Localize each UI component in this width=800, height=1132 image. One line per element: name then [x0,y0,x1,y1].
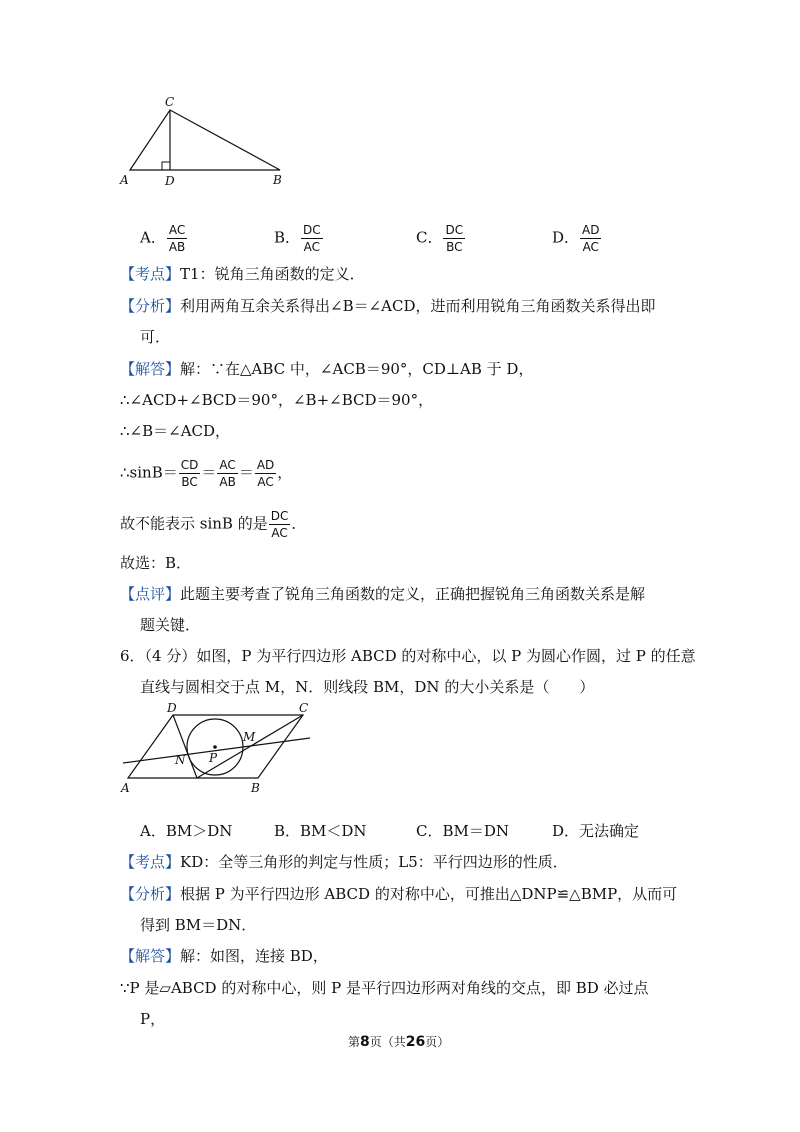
q6-fenxi: 【分析】根据 P 为平行四边形 ABCD 的对称中心，可推出△DNP≌△BMP，从而可 [120,885,678,903]
label-A: A [121,781,130,795]
kaodian-tag: 【考点】 [120,853,181,871]
label-N: N [175,753,186,767]
q5-kaodian: 【考点】T1：锐角三角函数的定义． [120,265,365,283]
q6-option-b: B．BM＜DN [274,822,367,840]
label-P: P [209,751,218,765]
label-D: D [165,174,175,188]
fenxi-tag: 【分析】 [120,885,181,903]
dianping-tag: 【点评】 [120,585,181,603]
label-D: D [167,701,177,715]
q6-fenxi-cont: 得到 BM＝DN． [140,916,257,934]
q6-stem-cont: 直线与圆相交于点 M，N．则线段 BM，DN 的大小关系是（ ） [140,678,595,696]
q5-option-b: B． $\frac{DC}{AC}$ [274,223,321,254]
jieda-tag: 【解答】 [120,947,181,965]
fenxi-tag: 【分析】 [120,297,181,315]
q6-option-d: D．无法确定 [552,822,640,840]
label-A: A [120,173,129,187]
q6-jieda: 【解答】解：如图，连接 BD， [120,947,328,965]
label-C: C [165,95,175,109]
q6-stem: 6．（4 分）如图，P 为平行四边形 ABCD 的对称中心，以 P 为圆心作圆，过 P 的任意 [120,647,696,665]
page-number: 8 [360,1034,370,1050]
q6-step-3: P， [140,1010,166,1028]
label-M: M [243,730,256,744]
label-B: B [273,173,282,187]
q5-option-d: D． $\frac{AD}{AC}$ [552,223,600,254]
q5-jieda: 【解答】解：∵在△ABC 中，∠ACB＝90°，CD⊥AB 于 D， [120,360,534,378]
label-B: B [251,781,260,795]
kaodian-tag: 【考点】 [120,265,181,283]
q5-dianping-cont: 题关键． [140,616,201,634]
q5-sin-equation: ∴sinB＝ $\frac{CD}{BC}$ ＝ $\frac{AC}{AB}$ ＝ $\frac{AD}{AC}$ ， [120,458,293,489]
q5-cannot-represent: 故不能表示 sinB 的是 $\frac{DC}{AC}$ ． [120,509,307,540]
triangle-figure [115,92,295,192]
q5-option-a: A． $\frac{AC}{AB}$ [140,223,186,254]
jieda-tag: 【解答】 [120,360,181,378]
q5-fenxi-cont: 可． [140,328,171,346]
page-footer: 第8页（共26页） [348,1034,450,1050]
q5-step-3: ∴∠B＝∠ACD， [120,422,231,440]
q5-option-c: C． $\frac{DC}{BC}$ [416,223,464,254]
q5-step-2: ∴∠ACD+∠BCD＝90°，∠B+∠BCD＝90°， [120,391,434,409]
page-total: 26 [405,1034,426,1050]
q5-fenxi: 【分析】利用两角互余关系得出∠B＝∠ACD，进而利用锐角三角函数关系得出即 [120,297,656,315]
q6-option-c: C．BM＝DN [416,822,510,840]
q6-step-2: ∵P 是▱ABCD 的对称中心，则 P 是平行四边形两对角线的交点，即 BD 必过点 [120,979,649,997]
q6-option-a: A．BM＞DN [140,822,233,840]
q5-choice: 故选：B． [120,554,192,572]
q5-dianping: 【点评】此题主要考查了锐角三角函数的定义，正确把握锐角三角函数关系是解 [120,585,646,603]
label-C: C [299,701,309,715]
q6-kaodian: 【考点】KD：全等三角形的判定与性质；L5：平行四边形的性质． [120,853,568,871]
parallelogram-figure [115,700,325,800]
